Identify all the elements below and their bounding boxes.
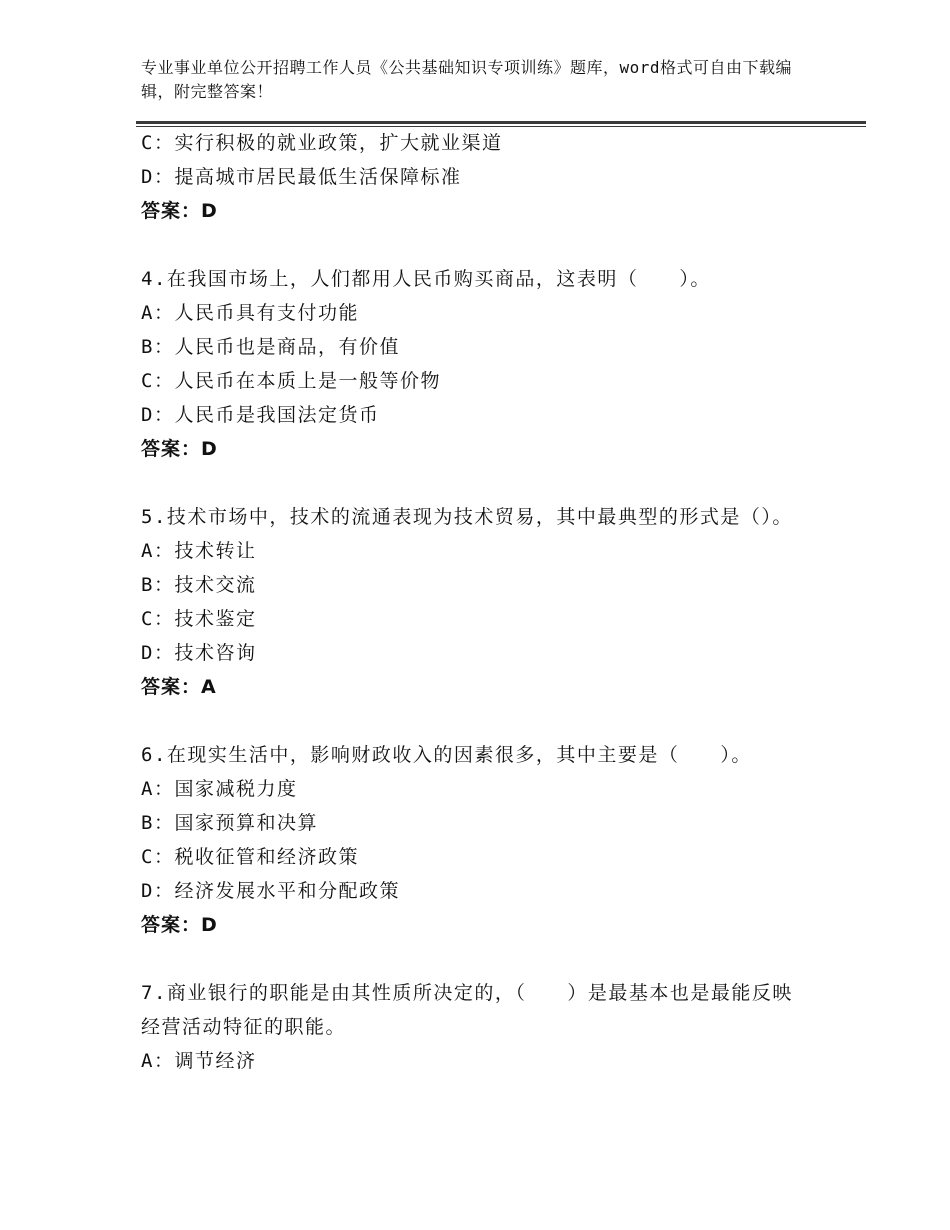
option-a: A：技术转让 <box>141 540 257 562</box>
option-a: A：调节经济 <box>141 1050 257 1072</box>
spacer <box>141 466 801 500</box>
question-4 <box>141 262 801 466</box>
option-c: C：人民币在本质上是一般等价物 <box>141 370 441 392</box>
spacer <box>141 942 801 976</box>
option-b: B：国家预算和决算 <box>141 812 318 834</box>
question-7 <box>141 976 801 1078</box>
spacer <box>141 228 801 262</box>
option-d: D：技术咨询 <box>141 642 257 664</box>
question-5 <box>141 500 801 704</box>
option-d: D：提高城市居民最低生活保障标准 <box>141 166 462 188</box>
option-b: B：技术交流 <box>141 574 257 596</box>
option-c: C：税收征管和经济政策 <box>141 846 359 868</box>
question-stem: 5.技术市场中，技术的流通表现为技术贸易，其中最典型的形式是（）。 <box>141 506 793 528</box>
question-stem: 4.在我国市场上，人们都用人民币购买商品，这表明（ ）。 <box>141 268 711 290</box>
question-stem: 6.在现实生活中，影响财政收入的因素很多，其中主要是（ ）。 <box>141 744 752 766</box>
question-fragment-3 <box>141 126 801 228</box>
question-6 <box>141 738 801 942</box>
answer-label: 答案：D <box>141 438 218 460</box>
page-header: 专业事业单位公开招聘工作人员《公共基础知识专项训练》题库，word格式可自由下载编辑，附完整答案！ <box>141 58 793 101</box>
question-content <box>141 126 801 1078</box>
option-c: C：实行积极的就业政策，扩大就业渠道 <box>141 132 503 154</box>
option-d: D：人民币是我国法定货币 <box>141 404 380 426</box>
answer-label: 答案：A <box>141 676 217 698</box>
header-divider-thick <box>136 121 866 124</box>
answer-label: 答案：D <box>141 200 218 222</box>
spacer <box>141 704 801 738</box>
option-a: A：人民币具有支付功能 <box>141 302 359 324</box>
option-c: C：技术鉴定 <box>141 608 257 630</box>
option-d: D：经济发展水平和分配政策 <box>141 880 400 902</box>
answer-label: 答案：D <box>141 914 218 936</box>
question-stem: 7.商业银行的职能是由其性质所决定的，（ ）是最基本也是最能反映经营活动特征的职能。 <box>141 982 793 1038</box>
option-b: B：人民币也是商品，有价值 <box>141 336 400 358</box>
option-a: A：国家减税力度 <box>141 778 298 800</box>
